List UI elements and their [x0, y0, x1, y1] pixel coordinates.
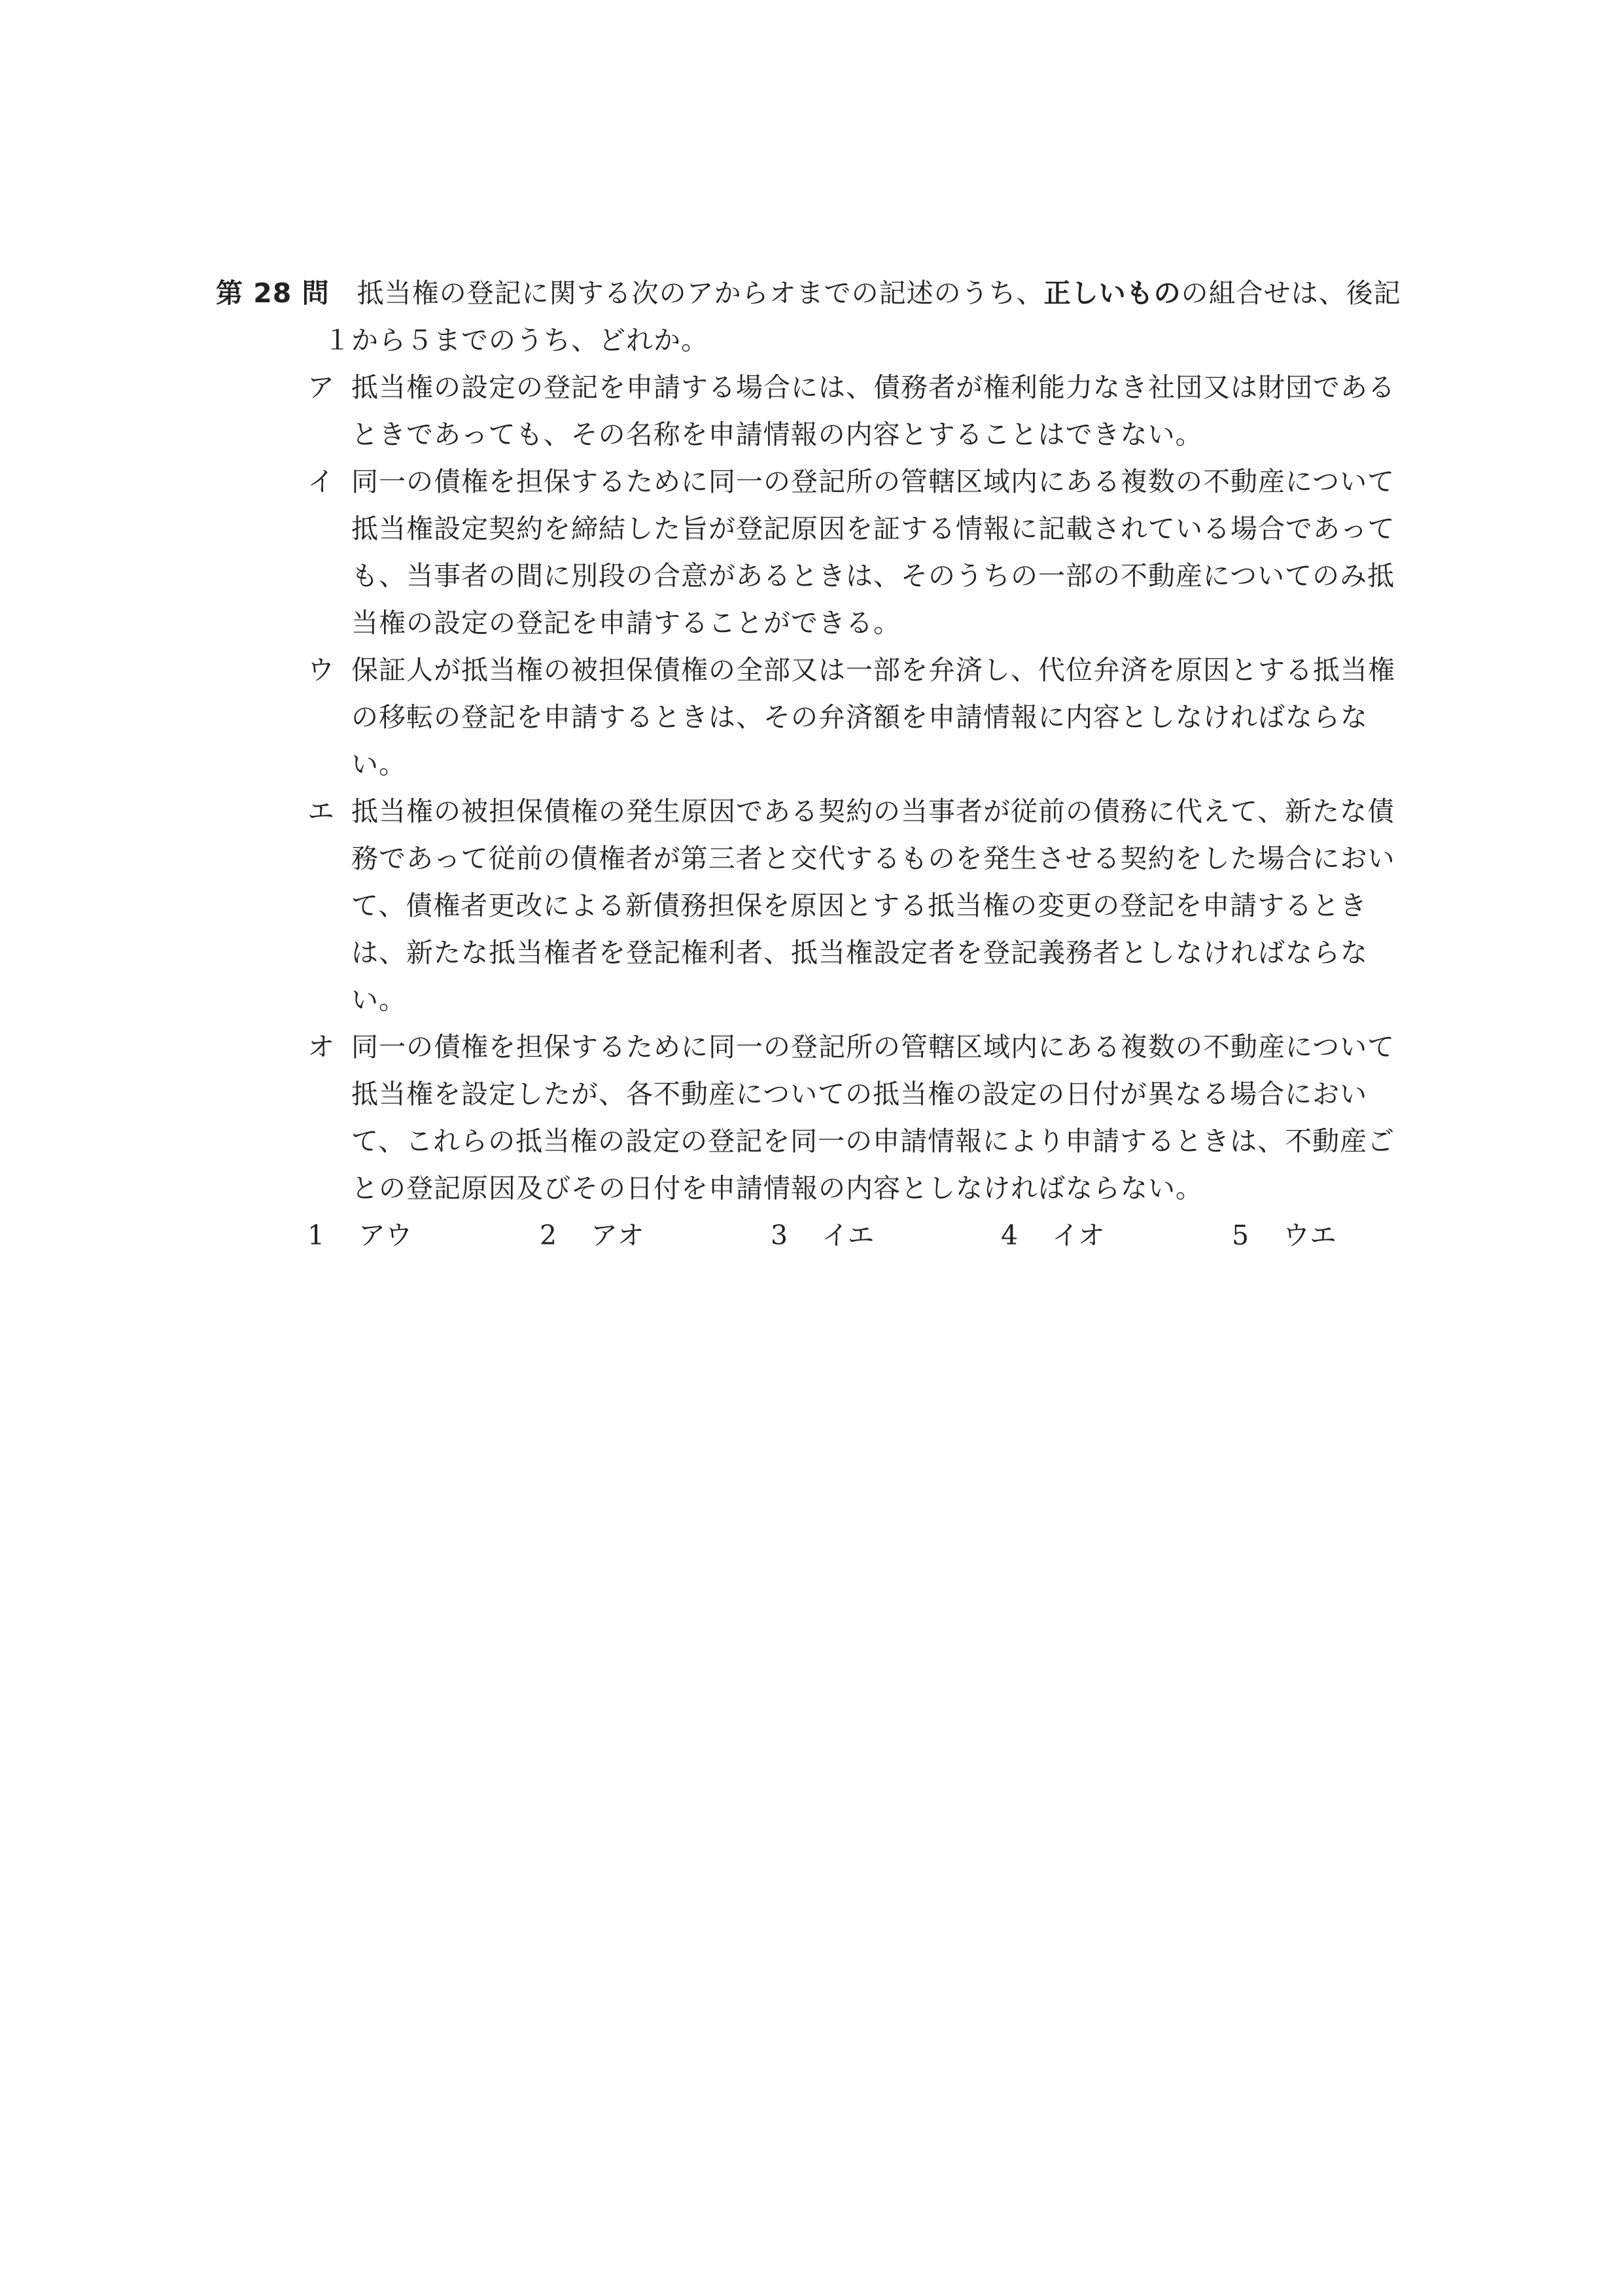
choice-answer: アウ	[358, 1220, 412, 1251]
statement-label: ア	[307, 372, 335, 403]
choice-3	[771, 1212, 874, 1259]
statement-text: 保証人が抵当権の被担保債権の全部又は一部を弁済し、代位弁済を原因とする抵当権の移転の登記を申請するときは、その弁済額を申請情報に内容としなければならない。	[351, 654, 1395, 780]
statement-label: イ	[307, 466, 335, 497]
choice-5	[1232, 1212, 1336, 1259]
statement-label: エ	[307, 796, 335, 827]
choice-number: 3	[771, 1220, 788, 1251]
statement-text: 同一の債権を担保するために同一の登記所の管轄区域内にある複数の不動産について抵当権設定契約を締結した旨が登記原因を証する情報に記載されている場合であっても、当事者の間に別段の合意があるときは、そのうちの一部の不動産についてのみ抵当権の設定の登記を申請することができる。	[351, 466, 1395, 639]
choice-number: 2	[540, 1220, 557, 1251]
statement-o	[216, 1023, 1413, 1212]
choice-answer: ウエ	[1283, 1220, 1336, 1251]
choice-number: 1	[307, 1220, 325, 1251]
answer-choices	[216, 1212, 1413, 1259]
choice-answer: イエ	[822, 1220, 875, 1251]
question-header	[216, 270, 1413, 364]
statement-text: 抵当権の設定の登記を申請する場合には、債務者が権利能力なき社団又は財団であるときであっても、その名称を申請情報の内容とすることはできない。	[351, 372, 1395, 450]
question-intro-emphasis: 正しいもの	[1043, 277, 1181, 309]
statement-label: オ	[307, 1031, 335, 1063]
question-intro-after: の組合せは、後記１から５までのうち、どれか。	[324, 277, 1401, 356]
choice-1	[307, 1212, 412, 1259]
question-intro-before: 抵当権の登記に関する次のアからオまでの記述のうち、	[357, 277, 1044, 309]
statement-e	[216, 788, 1413, 1023]
question-block	[216, 270, 1413, 1259]
statement-a	[216, 364, 1413, 458]
statement-label: ウ	[307, 654, 335, 686]
statement-i	[216, 458, 1413, 646]
statement-text: 同一の債権を担保するために同一の登記所の管轄区域内にある複数の不動産について抵当権を設定したが、各不動産についての抵当権の設定の日付が異なる場合において、これらの抵当権の設定の登記を同一の申請情報により申請するときは、不動産ごとの登記原因及びその日付を申請情報の内容としなければならない。	[351, 1031, 1395, 1204]
statement-list	[216, 364, 1413, 1212]
choice-number: 4	[1001, 1220, 1019, 1251]
choice-2	[540, 1212, 644, 1259]
statement-u	[216, 646, 1413, 788]
statement-text: 抵当権の被担保債権の発生原因である契約の当事者が従前の債務に代えて、新たな債務であって従前の債権者が第三者と交代するものを発生させる契約をした場合において、債権者更改による新債務担保を原因とする抵当権の変更の登記を申請するときは、新たな抵当権者を登記権利者、抵当権設定者を登記義務者としなければならない。	[351, 796, 1395, 1016]
choice-answer: アオ	[591, 1220, 644, 1251]
choice-number: 5	[1232, 1220, 1249, 1251]
choice-answer: イオ	[1052, 1220, 1105, 1251]
choice-4	[1001, 1212, 1105, 1259]
question-number: 第 28 問	[216, 277, 330, 309]
